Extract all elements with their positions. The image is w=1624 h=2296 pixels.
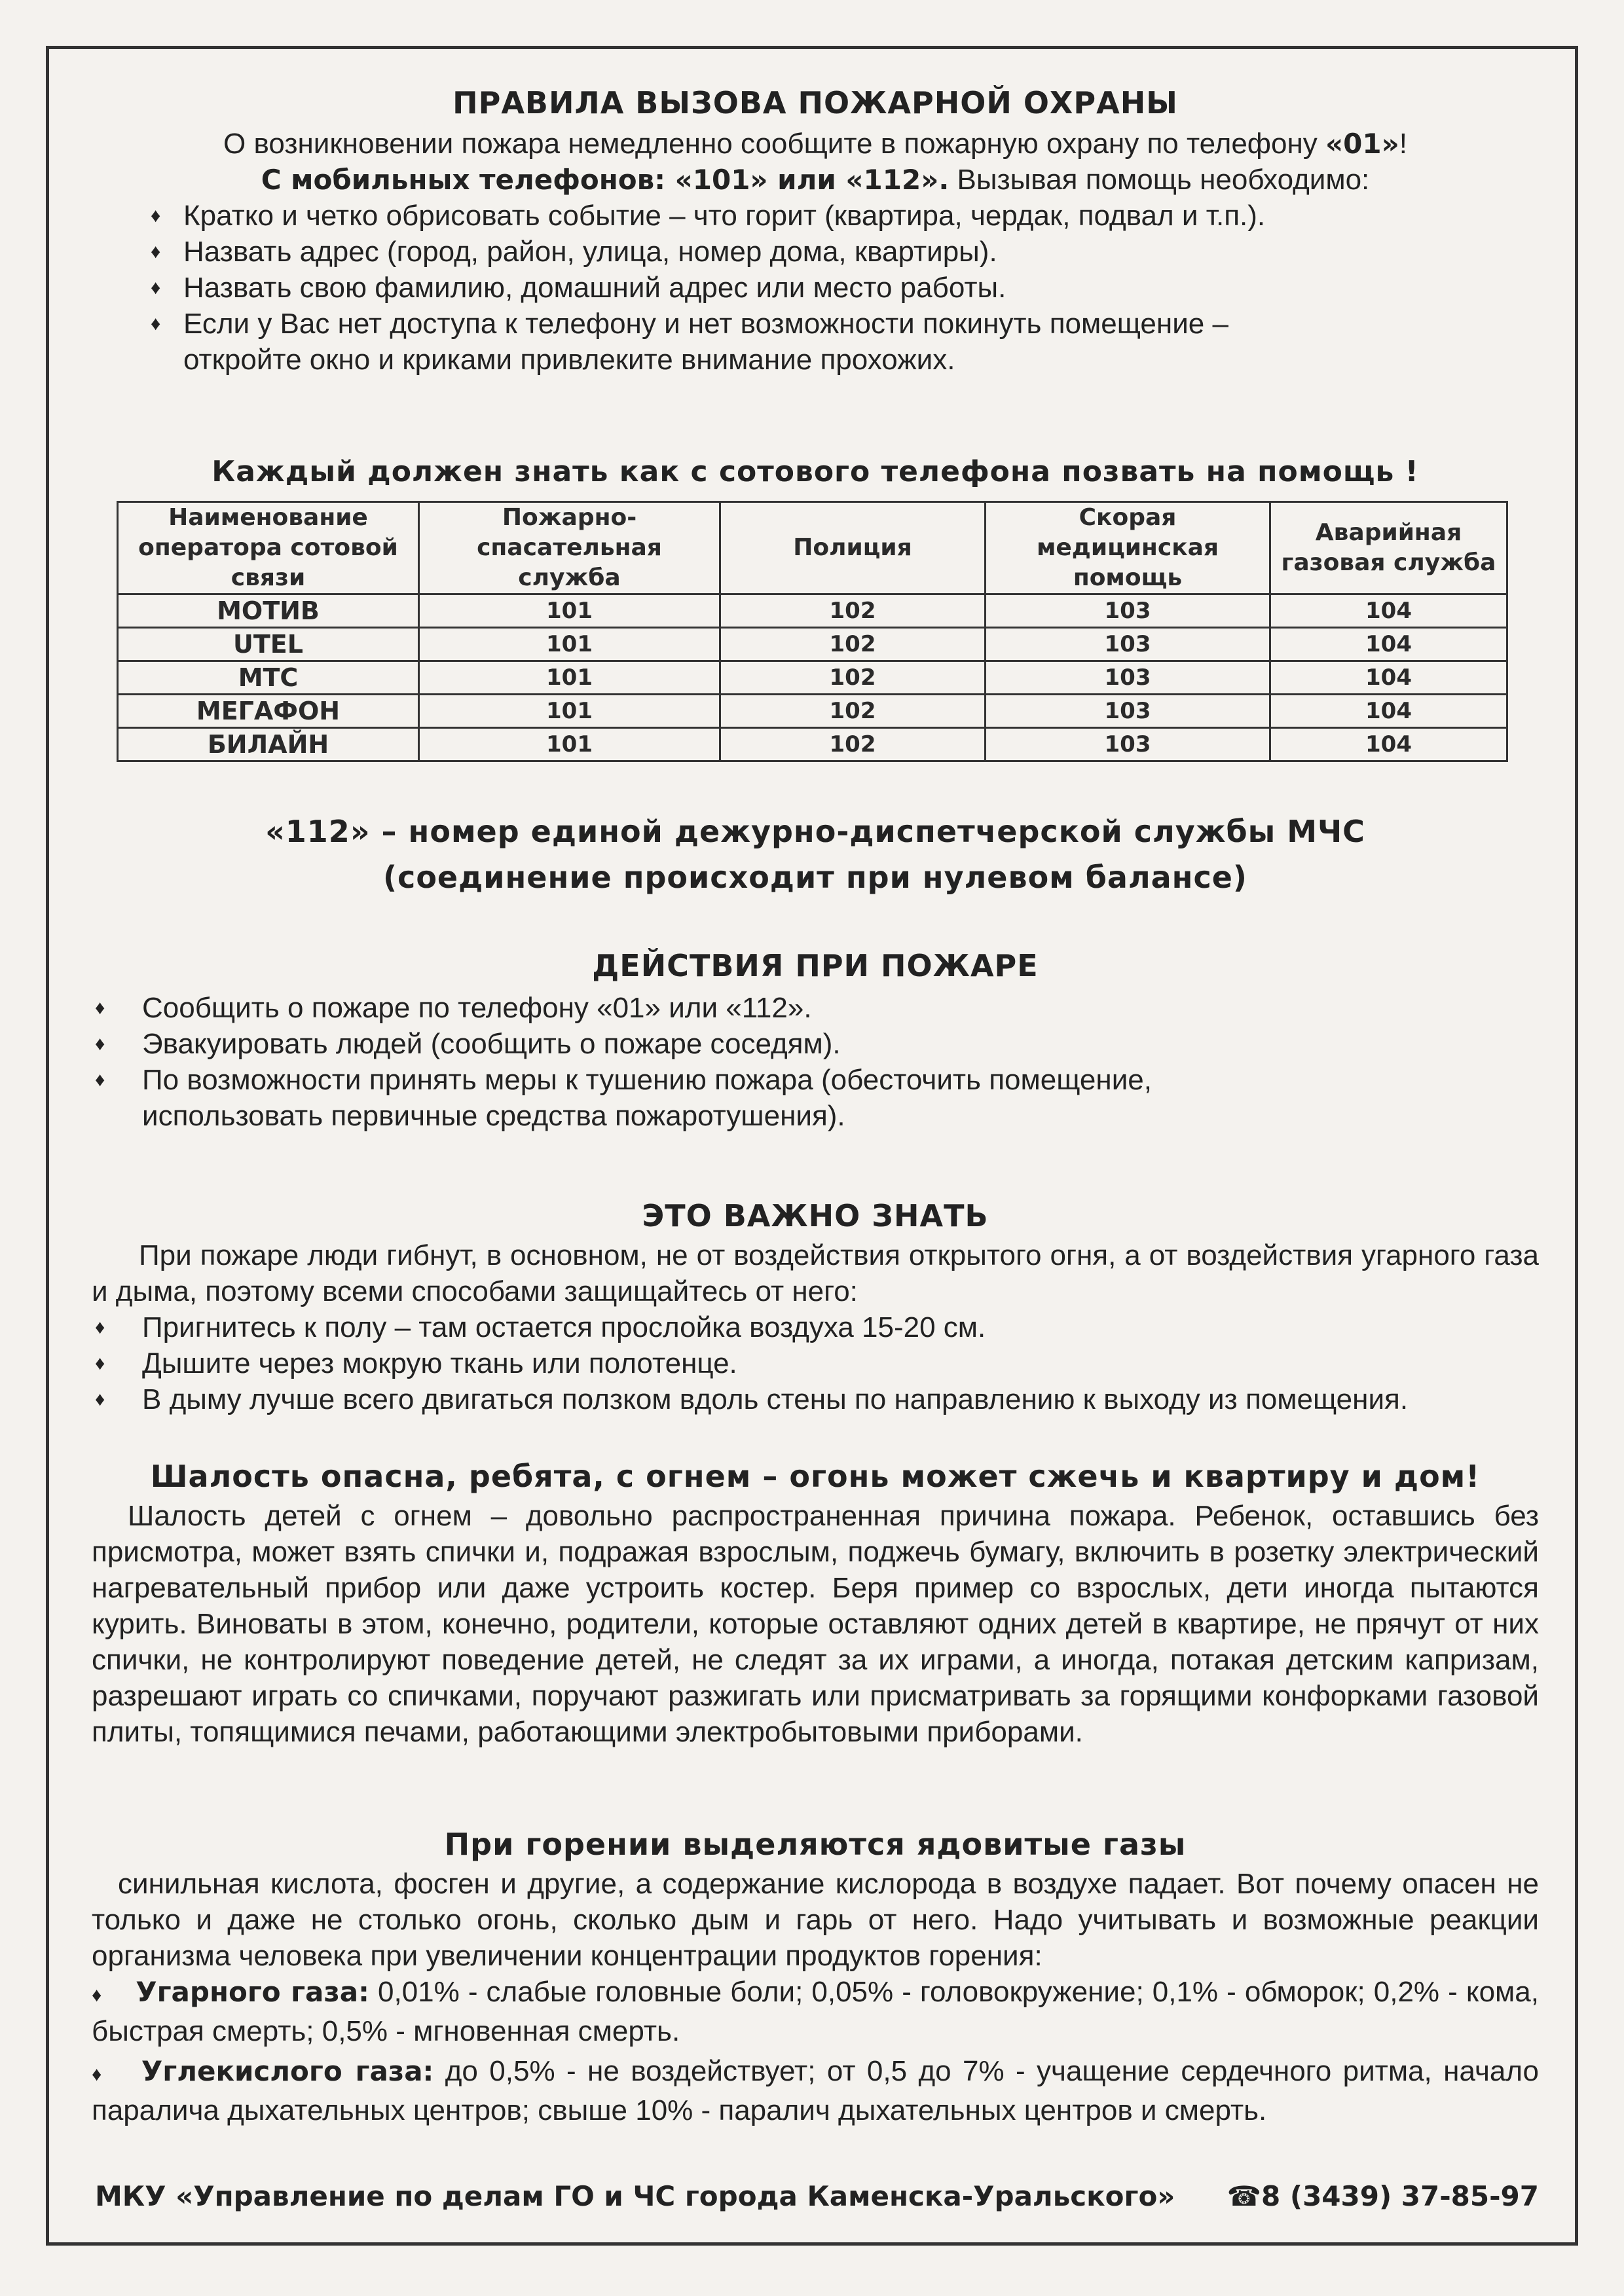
column-header: Наименование оператора сотовой связи [118, 502, 419, 594]
diamond-bullet-icon: ♦ [92, 1984, 103, 2006]
organization-name: МКУ «Управление по делам ГО и ЧС города Каменска-Уральского» [94, 2180, 1175, 2212]
footer [92, 2180, 1539, 2212]
operators-table [117, 501, 1508, 762]
table-row: UTEL 101 102 103 104 [118, 628, 1507, 661]
fire-actions-title: ДЕЙСТВИЯ ПРИ ПОЖАРЕ [592, 948, 1039, 983]
operators-table-title: Каждый должен знать как с сотового телефона позвать на помощь ! [212, 455, 1419, 488]
list-item: ♦ Если у Вас нет доступа к телефону и нет возможности покинуть помещение – откройте окно и криками привлеките внимание прохожих. [151, 306, 1297, 378]
section-gases [92, 1827, 1539, 2128]
children-title: Шалость опасна, ребята, с огнем – огонь может сжечь и квартиру и дом! [150, 1459, 1481, 1494]
list-item: ♦ Эвакуировать людей (сообщить о пожаре соседям). [95, 1026, 1306, 1062]
mobile-numbers: С мобильных телефонов: «101» или «112». Вызывая помощь необходимо: [261, 164, 1370, 196]
column-header: Скорая медицинская помощь [986, 502, 1270, 594]
call-rules-intro: О возникновении пожара немедленно сообщите в пожарную охрану по телефону «01»! [223, 128, 1407, 160]
list-item: ♦ Кратко и четко обрисовать событие – что горит (квартира, чердак, подвал и т.п.). [151, 198, 1539, 234]
note-112-line1: «112» – номер единой дежурно-диспетчерской службы МЧС [265, 814, 1365, 849]
diamond-bullet-icon: ♦ [151, 241, 161, 263]
section-fire-actions [92, 948, 1539, 1134]
list-item: ♦ Пригнитесь к полу – там остается прослойка воздуха 15-20 см. [95, 1309, 1539, 1345]
diamond-bullet-icon: ♦ [151, 277, 161, 299]
section-112-note [92, 805, 1539, 897]
carbon-monoxide-effects: ♦ Угарного газа: 0,01% - слабые головные боли; 0,05% - головокружение; 0,1% - обморок; 0,2% - кома, быстрая смерть; 0,5% - мгновенная смерть. [92, 1976, 1539, 2047]
important-title: ЭТО ВАЖНО ЗНАТЬ [642, 1198, 989, 1233]
section-important [92, 1198, 1539, 1417]
list-item: ♦ Назвать свою фамилию, домашний адрес или место работы. [151, 270, 1539, 306]
note-112-line2: (соединение происходит при нулевом балансе) [383, 860, 1247, 895]
section-cell-operators [92, 455, 1539, 488]
list-item: ♦ Назвать адрес (город, район, улица, номер дома, квартиры). [151, 234, 1539, 270]
list-item: ♦ Дышите через мокрую ткань или полотенце. [95, 1345, 1539, 1381]
table-row: МОТИВ 101 102 103 104 [118, 594, 1507, 628]
diamond-bullet-icon: ♦ [95, 1389, 105, 1410]
list-item: ♦ По возможности принять меры к тушению пожара (обесточить помещение, использовать первичные средства пожаротушения). [95, 1062, 1306, 1134]
diamond-bullet-icon: ♦ [95, 1033, 105, 1055]
table-row: МТС 101 102 103 104 [118, 661, 1507, 695]
phone-icon: ☎ [1227, 2180, 1262, 2212]
carbon-dioxide-effects: ♦ Углекислого газа: до 0,5% - не воздействует; от 0,5 до 7% - учащение сердечного ритма, начало паралича дыхательных центров; свыше 10% - паралич дыхательных центров и смерть. [92, 2055, 1539, 2126]
diamond-bullet-icon: ♦ [95, 1317, 105, 1338]
table-header-row [118, 502, 1507, 594]
column-header: Аварийная газовая служба [1270, 502, 1507, 594]
column-header: Полиция [720, 502, 986, 594]
diamond-bullet-icon: ♦ [95, 997, 105, 1019]
section-call-rules [92, 85, 1539, 378]
diamond-bullet-icon: ♦ [95, 1353, 105, 1374]
list-item: ♦ Сообщить о пожаре по телефону «01» или «112». [95, 990, 1306, 1026]
diamond-bullet-icon: ♦ [151, 205, 161, 227]
phone-number: 8 (3439) 37-85-97 [1261, 2180, 1539, 2212]
call-rules-title: ПРАВИЛА ВЫЗОВА ПОЖАРНОЙ ОХРАНЫ [452, 85, 1178, 120]
diamond-bullet-icon: ♦ [92, 2064, 105, 2085]
important-text: При пожаре люди гибнут, в основном, не от воздействия открытого огня, а от воздействия угарного газа и дыма, поэтому всеми способами защищайтесь от него: [92, 1239, 1539, 1307]
section-children [92, 1459, 1539, 1750]
table-row: МЕГАФОН 101 102 103 104 [118, 695, 1507, 728]
gases-text: синильная кислота, фосген и другие, а содержание кислорода в воздухе падает. Вот почему опасен не только и даже не столько огонь, сколько дым и гарь от него. Надо учитывать и возможные реакции организма человека при увеличении концентрации продуктов горения: [92, 1868, 1539, 1972]
children-text: Шалость детей с огнем – довольно распространенная причина пожара. Ребенок, оставшись без присмотра, может взять спички и, подражая взрослым, поджечь бумагу, включить в розетку электрический нагревательный прибор или даже устроить костер. Беря пример со взрослых, дети иногда пытаются курить. Виноваты в этом, конечно, родители, которые оставляют одних детей в квартире, не прячут от них спички, не контролируют поведение детей, не следят за их играми, а иногда, потакая детским капризам, разрешают играть со спичками, поручают разжигать или присматривать за горящими конфорками газовой плиты, топящимися печами, работающими электробытовыми приборами. [92, 1500, 1539, 1748]
column-header: Пожарно-спасательная служба [419, 502, 720, 594]
table-row: БИЛАЙН 101 102 103 104 [118, 728, 1507, 761]
gases-title: При горении выделяются ядовитые газы [444, 1827, 1187, 1862]
diamond-bullet-icon: ♦ [95, 1069, 105, 1091]
diamond-bullet-icon: ♦ [151, 313, 161, 335]
list-item: ♦ В дыму лучше всего двигаться ползком вдоль стены по направлению к выходу из помещения. [95, 1381, 1539, 1417]
